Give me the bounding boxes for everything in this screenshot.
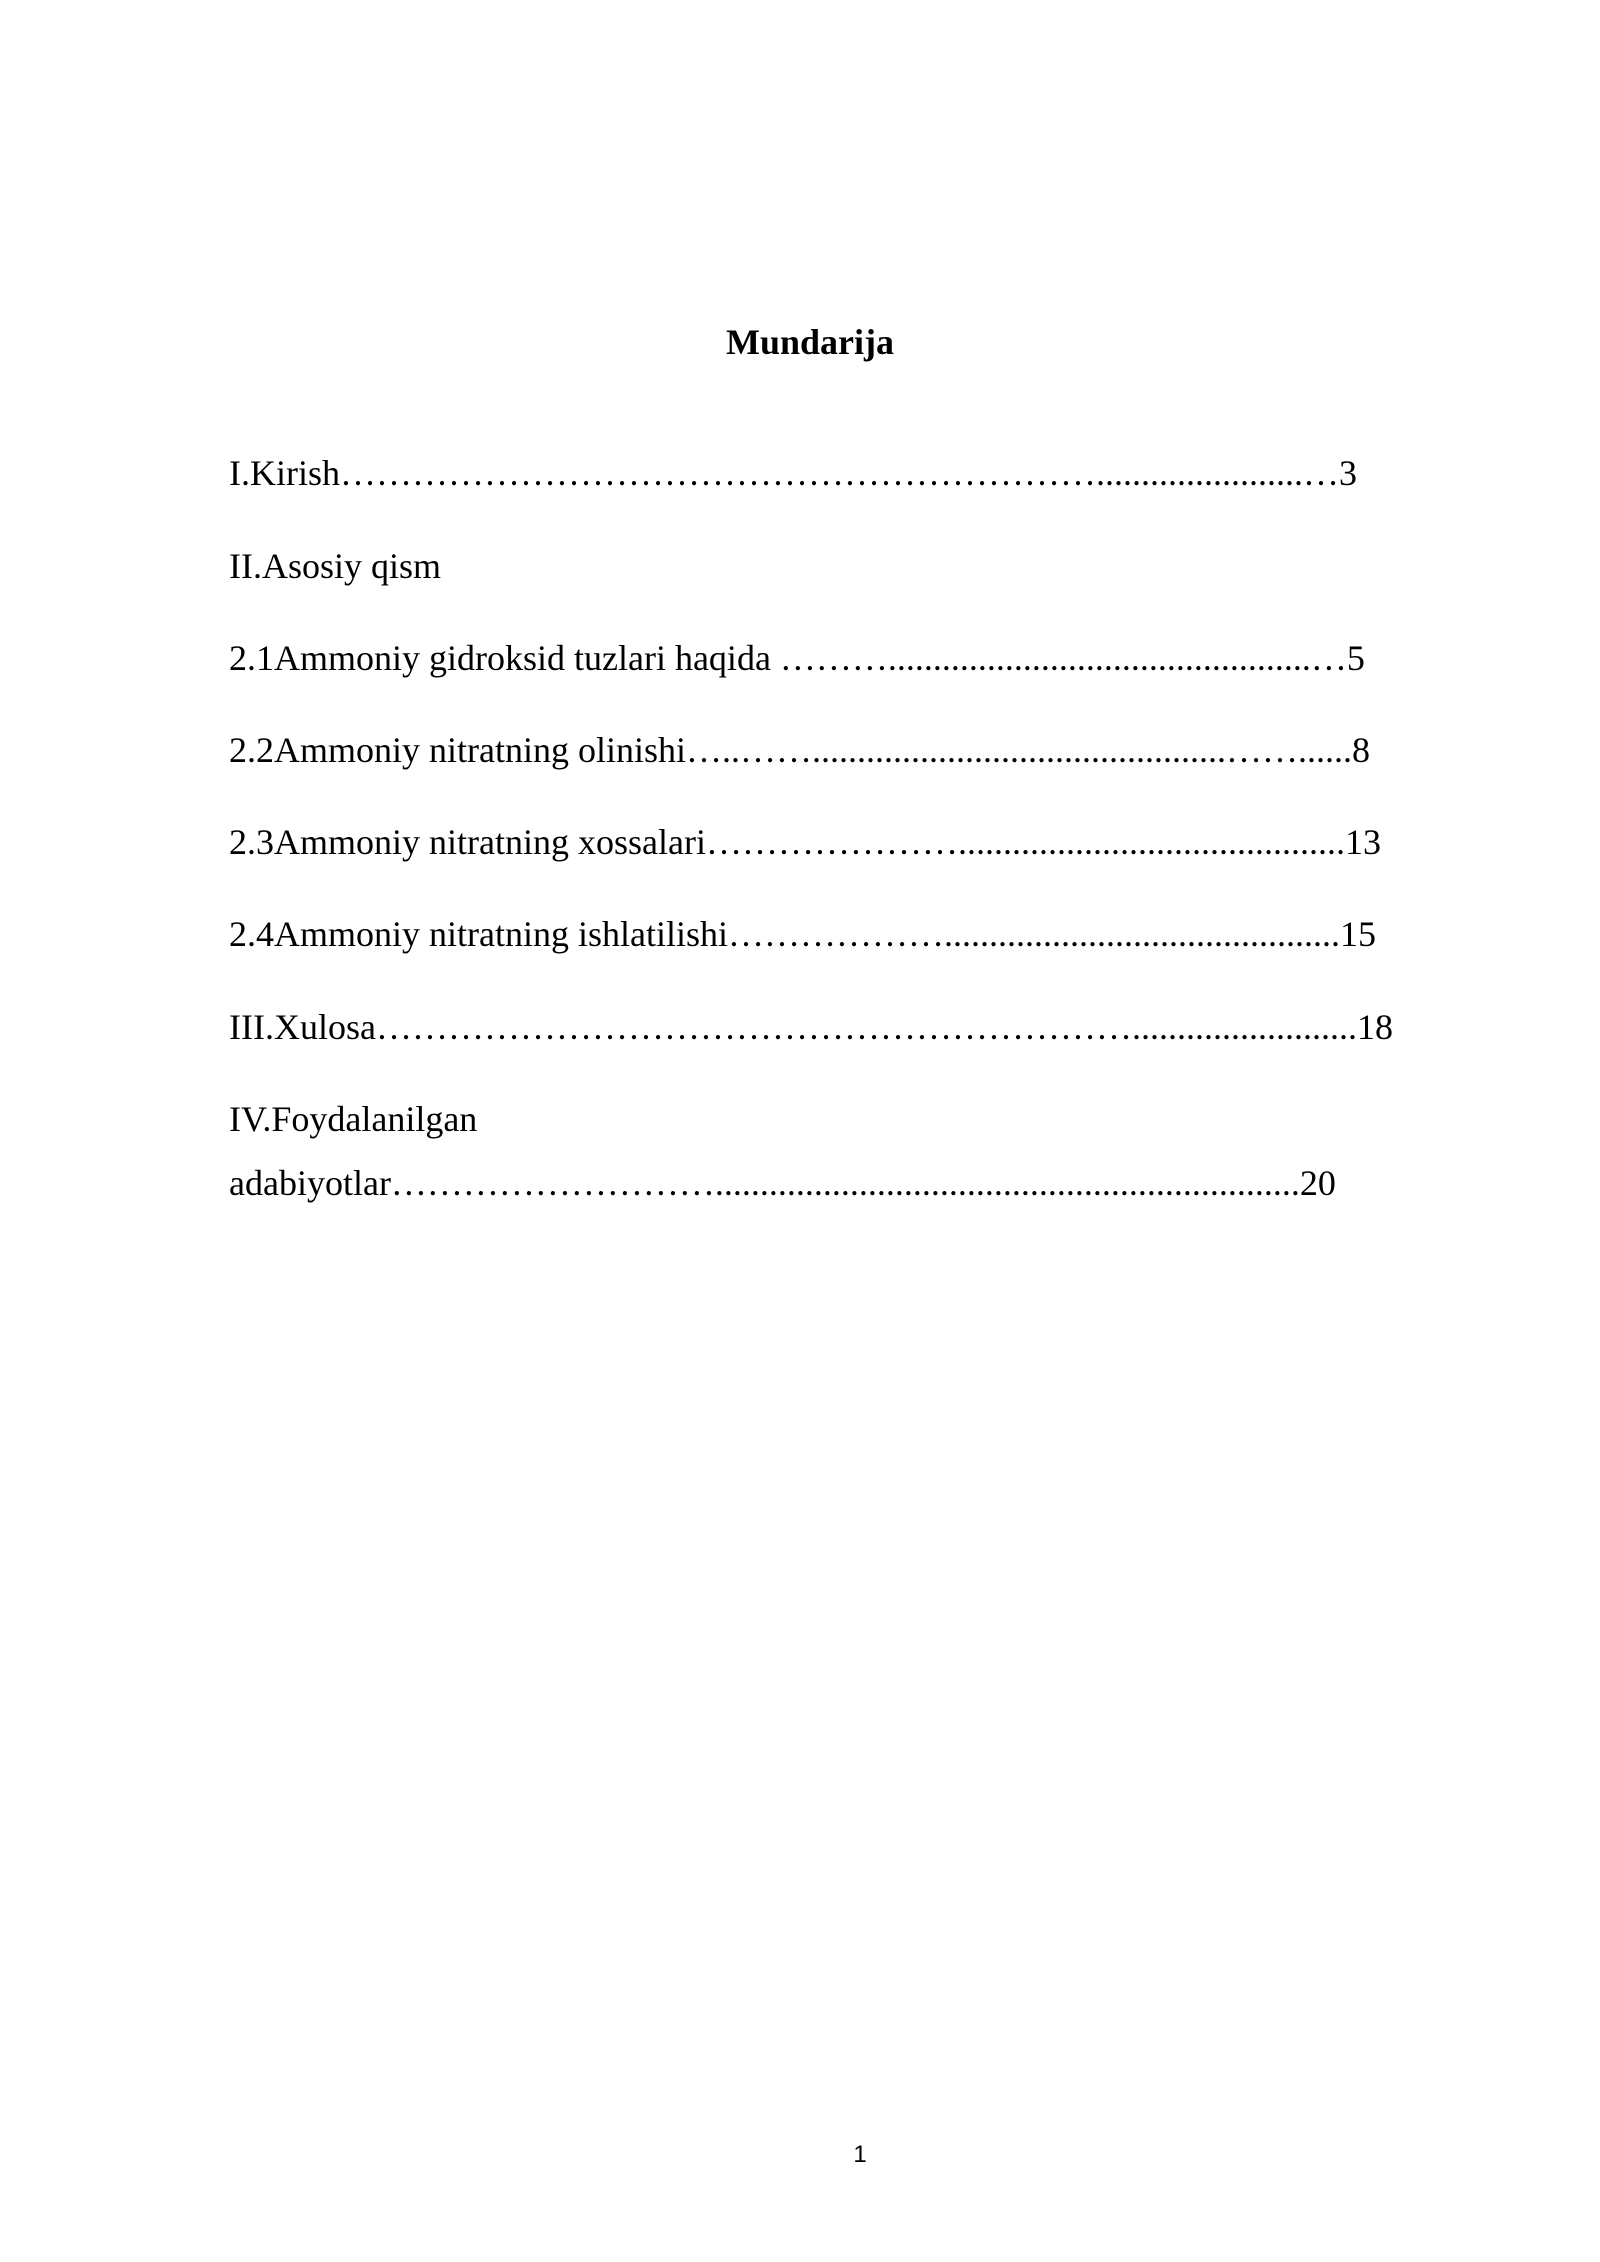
page-number: 1: [853, 2141, 867, 2168]
toc-entry: II.Asosiy qism: [229, 546, 442, 586]
toc-entry: 2.1Ammoniy gidroksid tuzlari haqida ………...............................................…5: [229, 638, 1365, 678]
toc-entry: IV.Foydalanilgan: [229, 1099, 478, 1139]
toc-entry: 2.2Ammoniy nitratning olinishi…..……..............................................……......8: [229, 730, 1370, 770]
toc-entry: 2.3Ammoniy nitratning xossalari…………………...........................................13: [229, 822, 1381, 862]
toc-entry: adabiyotlar……………………….................................................................20: [229, 1163, 1336, 1203]
toc-entry: I.Kirish……………………………………………………….......................…3: [229, 453, 1357, 493]
toc-entry: 2.4Ammoniy nitratning ishlatilishi………………............................................15: [229, 914, 1376, 954]
toc-entry: III.Xulosa……………………………………………………….........................18: [229, 1007, 1393, 1047]
page-title: Mundarija: [725, 322, 894, 362]
